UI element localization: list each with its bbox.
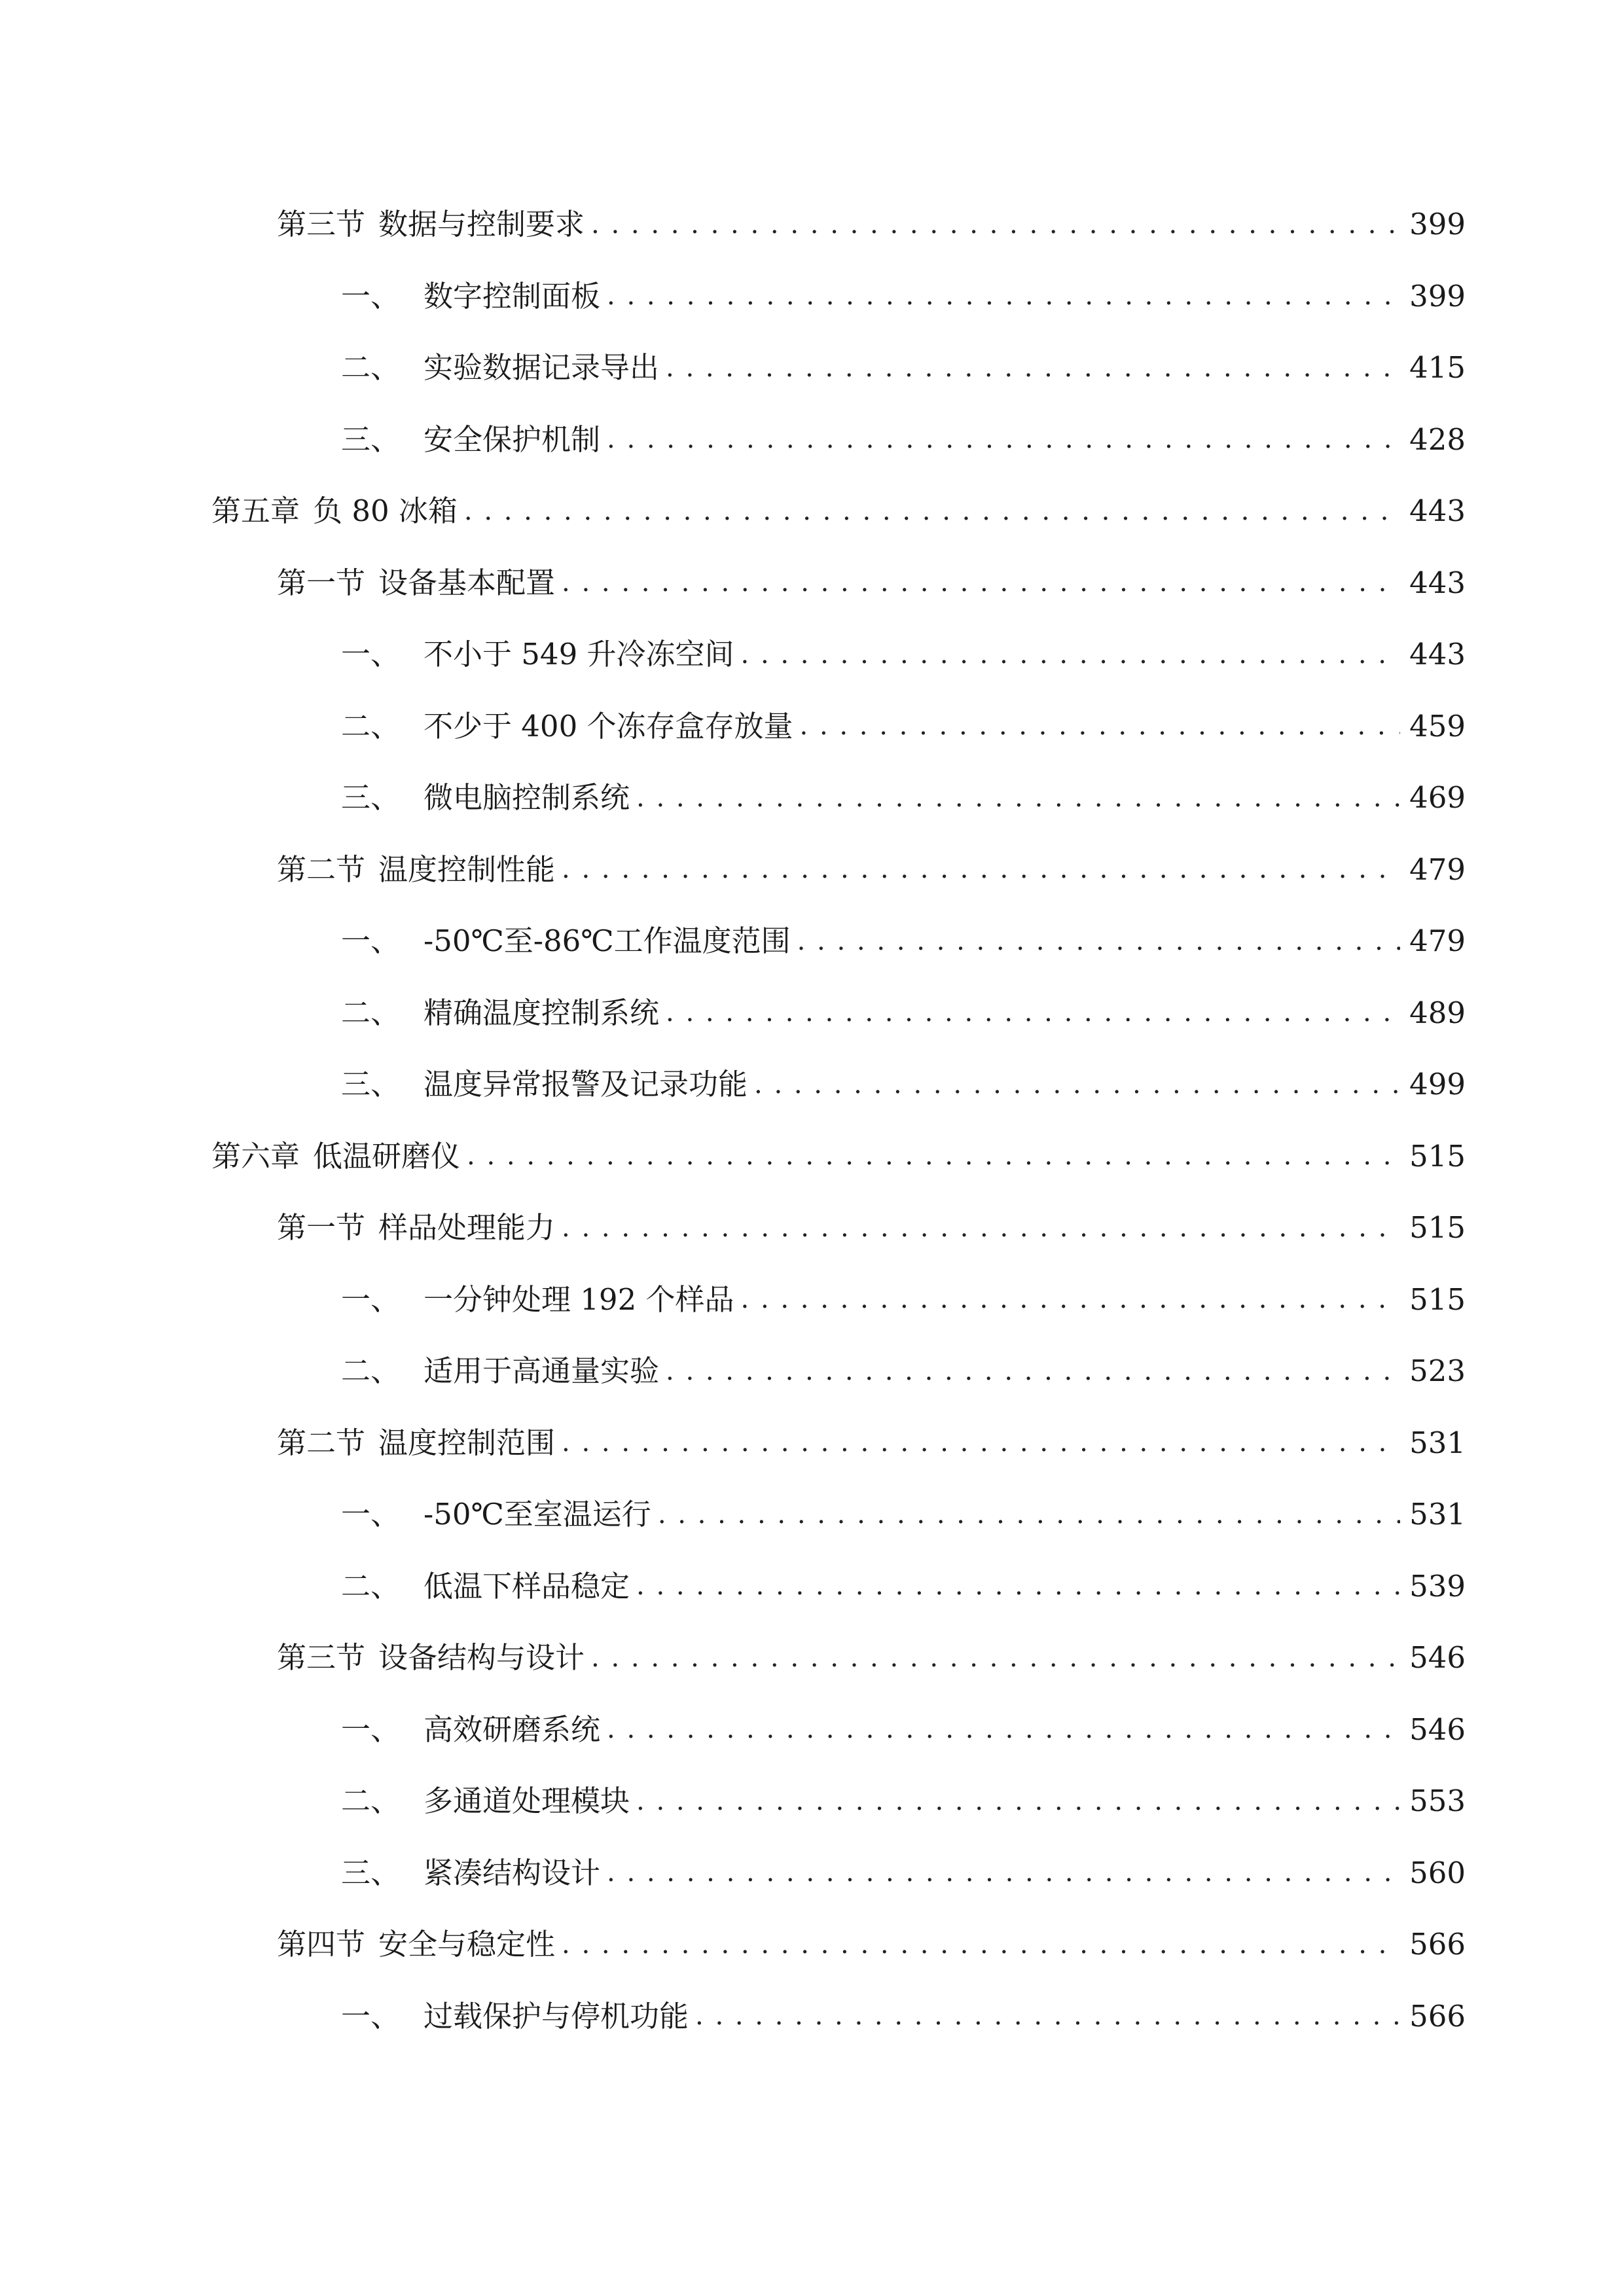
toc-entry-title: 设备结构与设计	[378, 1640, 585, 1676]
toc-entry-number: 第三节	[277, 1640, 366, 1676]
toc-entry-21[interactable]	[0, 1622, 1624, 1694]
toc-page-number: 515	[1409, 1138, 1466, 1174]
toc-entry-title: 数字控制面板	[424, 278, 601, 314]
toc-page-number: 566	[1409, 1998, 1466, 2034]
toc-dot-leader	[695, 2003, 1400, 2029]
toc-entry-label	[341, 1282, 734, 1317]
toc-page-number: 479	[1409, 924, 1466, 959]
toc-entry-number: 第一节	[277, 1210, 366, 1246]
toc-entry-5[interactable]	[0, 475, 1624, 547]
toc-entry-title: 温度异常报警及记录功能	[424, 1067, 748, 1102]
toc-entry-label	[277, 852, 556, 887]
toc-dot-leader	[464, 498, 1400, 524]
toc-entry-15[interactable]	[0, 1192, 1624, 1264]
toc-entry-title: 高效研磨系统	[424, 1712, 601, 1747]
toc-page-number: 515	[1409, 1282, 1466, 1317]
toc-entry-label	[341, 278, 601, 314]
toc-entry-label	[211, 493, 458, 529]
toc-dot-leader	[607, 283, 1400, 309]
toc-entry-12[interactable]	[0, 977, 1624, 1049]
toc-dot-leader	[607, 1716, 1400, 1742]
toc-entry-label	[277, 207, 585, 242]
toc-dot-leader	[797, 928, 1400, 954]
toc-entry-7[interactable]	[0, 619, 1624, 691]
toc-entry-title: 数据与控制要求	[378, 207, 585, 242]
toc-entry-number: 一、	[341, 1712, 401, 1747]
toc-entry-label	[341, 1354, 660, 1389]
toc-entry-number: 三、	[341, 1067, 401, 1102]
toc-dot-leader	[636, 1573, 1400, 1599]
toc-page-number: 499	[1409, 1067, 1466, 1102]
toc-entry-number: 三、	[341, 780, 401, 816]
toc-entry-13[interactable]	[0, 1049, 1624, 1121]
toc-entry-label	[211, 1138, 461, 1174]
toc-entry-title: 一分钟处理 192 个样品	[424, 1282, 734, 1317]
toc-entry-23[interactable]	[0, 1765, 1624, 1837]
toc-entry-10[interactable]	[0, 834, 1624, 906]
toc-entry-title: 微电脑控制系统	[424, 780, 630, 816]
toc-dot-leader	[591, 1645, 1400, 1671]
toc-entry-number: 二、	[341, 1354, 401, 1389]
toc-page-number: 479	[1409, 852, 1466, 887]
toc-page-number: 566	[1409, 1927, 1466, 1962]
toc-entry-number: 第六章	[211, 1138, 300, 1174]
toc-page-number: 560	[1409, 1855, 1466, 1890]
toc-entry-24[interactable]	[0, 1837, 1624, 1909]
toc-entry-number: 二、	[341, 1568, 401, 1604]
toc-dot-leader	[741, 641, 1401, 668]
toc-entry-title: 适用于高通量实验	[424, 1354, 660, 1389]
toc-page-number: 443	[1409, 637, 1466, 672]
toc-entry-11[interactable]	[0, 905, 1624, 977]
toc-entry-title: 精确温度控制系统	[424, 995, 660, 1030]
toc-entry-label	[277, 1640, 585, 1676]
toc-entry-label	[341, 924, 791, 959]
toc-page-number: 515	[1409, 1210, 1466, 1246]
toc-page-number: 523	[1409, 1354, 1466, 1389]
toc-entry-20[interactable]	[0, 1551, 1624, 1623]
toc-entry-2[interactable]	[0, 260, 1624, 332]
toc-entry-title: 样品处理能力	[378, 1210, 556, 1246]
toc-entry-title: 过载保护与停机功能	[424, 1998, 689, 2034]
toc-entry-19[interactable]	[0, 1479, 1624, 1551]
toc-entry-label	[341, 1497, 651, 1532]
toc-dot-leader	[562, 1215, 1400, 1241]
toc-entry-title: 不小于 549 升冷冻空间	[424, 637, 734, 672]
toc-entry-18[interactable]	[0, 1407, 1624, 1479]
toc-page-number: 415	[1409, 350, 1466, 386]
toc-dot-leader	[754, 1071, 1400, 1098]
toc-entry-number: 一、	[341, 1998, 401, 2034]
toc-page-number: 443	[1409, 565, 1466, 600]
toc-entry-number: 二、	[341, 708, 401, 744]
toc-entry-label	[341, 1568, 630, 1604]
toc-page-number: 399	[1409, 278, 1466, 314]
toc-entry-label	[341, 995, 660, 1030]
toc-entry-label	[277, 565, 556, 600]
toc-entry-number: 第三节	[277, 207, 366, 242]
toc-entry-title: 安全与稳定性	[378, 1927, 556, 1962]
toc-entry-label	[341, 1712, 601, 1747]
toc-entry-number: 第五章	[211, 493, 300, 529]
toc-entry-title: 温度控制性能	[378, 852, 556, 887]
toc-page-number: 443	[1409, 493, 1466, 529]
toc-page-number: 546	[1409, 1712, 1466, 1747]
toc-dot-leader	[800, 713, 1401, 739]
toc-dot-leader	[562, 856, 1400, 882]
toc-entry-title: 实验数据记录导出	[424, 350, 660, 386]
toc-entry-25[interactable]	[0, 1909, 1624, 1981]
toc-entry-label	[277, 1210, 556, 1246]
toc-page-number: 459	[1409, 708, 1466, 744]
toc-entry-title: 不少于 400 个冻存盒存放量	[424, 708, 793, 744]
toc-entry-label	[341, 708, 793, 744]
toc-page-number: 489	[1409, 995, 1466, 1030]
toc-page-number: 428	[1409, 422, 1466, 457]
toc-page-number: 399	[1409, 207, 1466, 242]
toc-entry-title: 温度控制范围	[378, 1425, 556, 1460]
toc-entry-title: 低温研磨仪	[313, 1138, 461, 1174]
toc-entry-title: 安全保护机制	[424, 422, 601, 457]
toc-entry-label	[277, 1927, 556, 1962]
toc-entry-label	[341, 422, 601, 457]
toc-entry-16[interactable]	[0, 1264, 1624, 1336]
toc-page-number: 546	[1409, 1640, 1466, 1676]
toc-dot-leader	[658, 1501, 1400, 1528]
toc-page-number: 539	[1409, 1568, 1466, 1604]
toc-entry-label	[341, 1784, 630, 1819]
toc-entry-22[interactable]	[0, 1694, 1624, 1766]
toc-entry-title: 低温下样品稳定	[424, 1568, 630, 1604]
toc-entry-number: 三、	[341, 422, 401, 457]
toc-entry-label	[341, 780, 630, 816]
toc-page-number: 469	[1409, 780, 1466, 816]
toc-entry-label	[341, 637, 734, 672]
toc-entry-14[interactable]	[0, 1121, 1624, 1193]
toc-entry-3[interactable]	[0, 332, 1624, 404]
toc-entry-label	[341, 1998, 689, 2034]
toc-entry-4[interactable]	[0, 404, 1624, 476]
toc-entry-label	[341, 1855, 601, 1890]
toc-dot-leader	[666, 999, 1400, 1026]
toc-entry-number: 第一节	[277, 565, 366, 600]
toc-dot-leader	[741, 1286, 1401, 1312]
toc-entry-9[interactable]	[0, 762, 1624, 834]
toc-entry-number: 二、	[341, 995, 401, 1030]
toc-dot-leader	[636, 1788, 1400, 1814]
toc-dot-leader	[666, 355, 1400, 381]
toc-page-number: 553	[1409, 1784, 1466, 1819]
toc-entry-number: 一、	[341, 924, 401, 959]
toc-entry-title: 紧凑结构设计	[424, 1855, 601, 1890]
toc-entry-number: 第二节	[277, 1425, 366, 1460]
toc-entry-number: 二、	[341, 1784, 401, 1819]
toc-entry-label	[341, 1067, 748, 1102]
toc-dot-leader	[562, 1931, 1400, 1958]
toc-entry-number: 二、	[341, 350, 401, 386]
toc-dot-leader	[636, 785, 1400, 811]
toc-dot-leader	[562, 1429, 1400, 1456]
toc-entry-number: 一、	[341, 637, 401, 672]
toc-entry-title: 负 80 冰箱	[313, 493, 458, 529]
toc-page-number: 531	[1409, 1497, 1466, 1532]
toc-entry-number: 三、	[341, 1855, 401, 1890]
toc-entry-6[interactable]	[0, 547, 1624, 619]
toc-entry-number: 一、	[341, 1282, 401, 1317]
toc-dot-leader	[562, 569, 1400, 596]
toc-entry-17[interactable]	[0, 1335, 1624, 1407]
toc-dot-leader	[607, 1859, 1400, 1886]
toc-entry-1[interactable]	[0, 188, 1624, 260]
toc-entry-number: 第二节	[277, 852, 366, 887]
toc-entry-number: 一、	[341, 278, 401, 314]
toc-entry-number: 第四节	[277, 1927, 366, 1962]
toc-dot-leader	[666, 1358, 1400, 1384]
toc-entry-title: 多通道处理模块	[424, 1784, 630, 1819]
toc-entry-8[interactable]	[0, 691, 1624, 762]
toc-dot-leader	[607, 426, 1400, 452]
toc-page-number: 531	[1409, 1425, 1466, 1460]
toc-entry-number: 一、	[341, 1497, 401, 1532]
toc-entry-title: -50℃至室温运行	[424, 1497, 651, 1532]
toc-dot-leader	[467, 1143, 1400, 1169]
toc-entry-title: 设备基本配置	[378, 565, 556, 600]
toc-dot-leader	[591, 211, 1400, 238]
toc-entry-title: -50℃至-86℃工作温度范围	[424, 924, 791, 959]
toc-entry-label	[277, 1425, 556, 1460]
table-of-contents	[0, 188, 1624, 2052]
toc-entry-26[interactable]	[0, 1981, 1624, 2053]
toc-entry-label	[341, 350, 660, 386]
